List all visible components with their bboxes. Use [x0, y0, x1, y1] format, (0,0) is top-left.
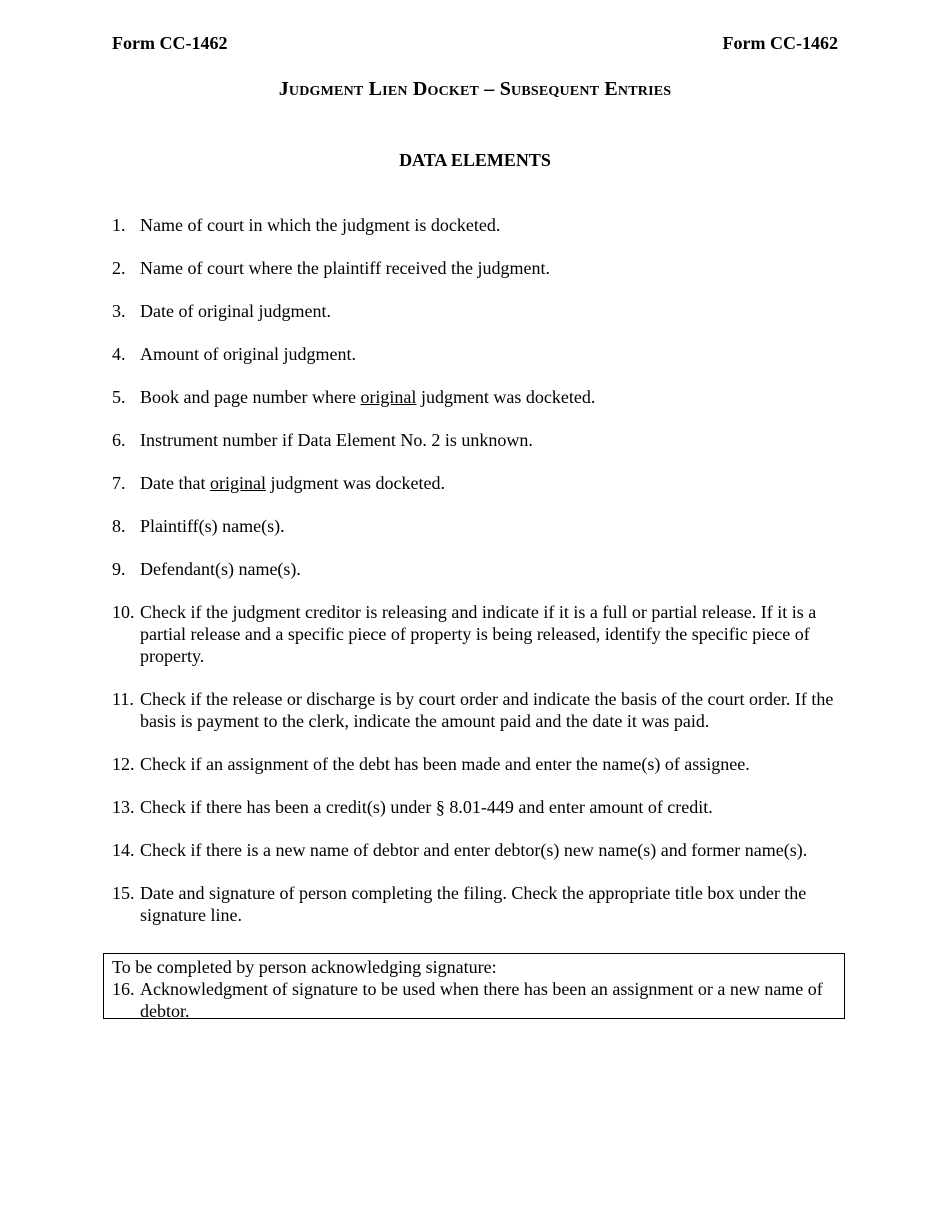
underlined-word: original [209, 473, 266, 493]
list-item [112, 796, 842, 818]
item-text: Amount of original judgment. [140, 344, 356, 364]
list-item [112, 688, 842, 732]
item-text: Plaintiff(s) name(s). [140, 516, 285, 536]
item-text: Name of court in which the judgment is docketed. [140, 215, 501, 235]
acknowledgment-box [103, 953, 845, 1019]
item-text: Instrument number if Data Element No. 2 is unknown. [140, 430, 533, 450]
item-text: Check if the judgment creditor is releasing and indicate if it is a full or partial release. If it is a partial release and a specific piece of property is being released, identify the specific piece of property. [140, 602, 817, 666]
item-number: 11. [112, 689, 134, 709]
item-number: 5. [112, 387, 126, 407]
item-text-post: judgment was docketed. [416, 387, 596, 407]
item-number: 6. [112, 430, 126, 450]
list-item [112, 601, 842, 667]
item-text-pre: Book and page number where [140, 387, 361, 407]
item-number: 14. [112, 840, 135, 860]
form-number-right: Form CC-1462 [722, 33, 838, 53]
list-item [112, 978, 832, 1022]
item-number: 16. [112, 979, 135, 999]
page-title: Judgment Lien Docket – Subsequent Entries [278, 78, 672, 100]
list-item [112, 839, 842, 861]
underlined-word: original [360, 387, 417, 407]
item-text: Check if there has been a credit(s) under § 8.01-449 and enter amount of credit. [140, 797, 713, 817]
list-item [112, 386, 842, 408]
data-elements-list [112, 214, 842, 947]
item-text: Name of court where the plaintiff received the judgment. [140, 258, 551, 278]
list-item [112, 515, 842, 537]
item-text: Date and signature of person completing the filing. Check the appropriate title box under the signature line. [140, 883, 807, 925]
item-number: 2. [112, 258, 126, 278]
list-item [112, 429, 842, 451]
item-number: 4. [112, 344, 126, 364]
item-number: 10. [112, 602, 135, 622]
item-text [140, 386, 842, 408]
item-number: 13. [112, 797, 135, 817]
item-number: 9. [112, 559, 126, 579]
item-text: Acknowledgment of signature to be used when there has been an assignment or a new name of debtor. [140, 979, 823, 1021]
item-text: Check if the release or discharge is by court order and indicate the basis of the court order. If the basis is payment to the clerk, indicate the amount paid and the date it was paid. [140, 689, 834, 731]
item-text: Date of original judgment. [140, 301, 331, 321]
acknowledgment-intro: To be completed by person acknowledging signature: [112, 957, 497, 977]
list-item [112, 558, 842, 580]
item-text-pre: Date that [140, 473, 210, 493]
item-number: 12. [112, 754, 135, 774]
item-text [140, 472, 842, 494]
list-item [112, 753, 842, 775]
list-item [112, 257, 842, 279]
item-text: Check if an assignment of the debt has been made and enter the name(s) of assignee. [140, 754, 750, 774]
item-number: 15. [112, 883, 135, 903]
list-item [112, 472, 842, 494]
form-number-left: Form CC-1462 [112, 33, 228, 53]
list-item [112, 300, 842, 322]
list-item [112, 214, 842, 236]
item-number: 8. [112, 516, 126, 536]
list-item [112, 882, 842, 926]
item-text: Check if there is a new name of debtor and enter debtor(s) new name(s) and former name(s). [140, 840, 808, 860]
list-item [112, 343, 842, 365]
item-number: 1. [112, 215, 126, 235]
item-text: Defendant(s) name(s). [140, 559, 301, 579]
item-number: 3. [112, 301, 126, 321]
item-text-post: judgment was docketed. [265, 473, 445, 493]
section-heading: DATA ELEMENTS [399, 150, 551, 170]
item-number: 7. [112, 473, 126, 493]
